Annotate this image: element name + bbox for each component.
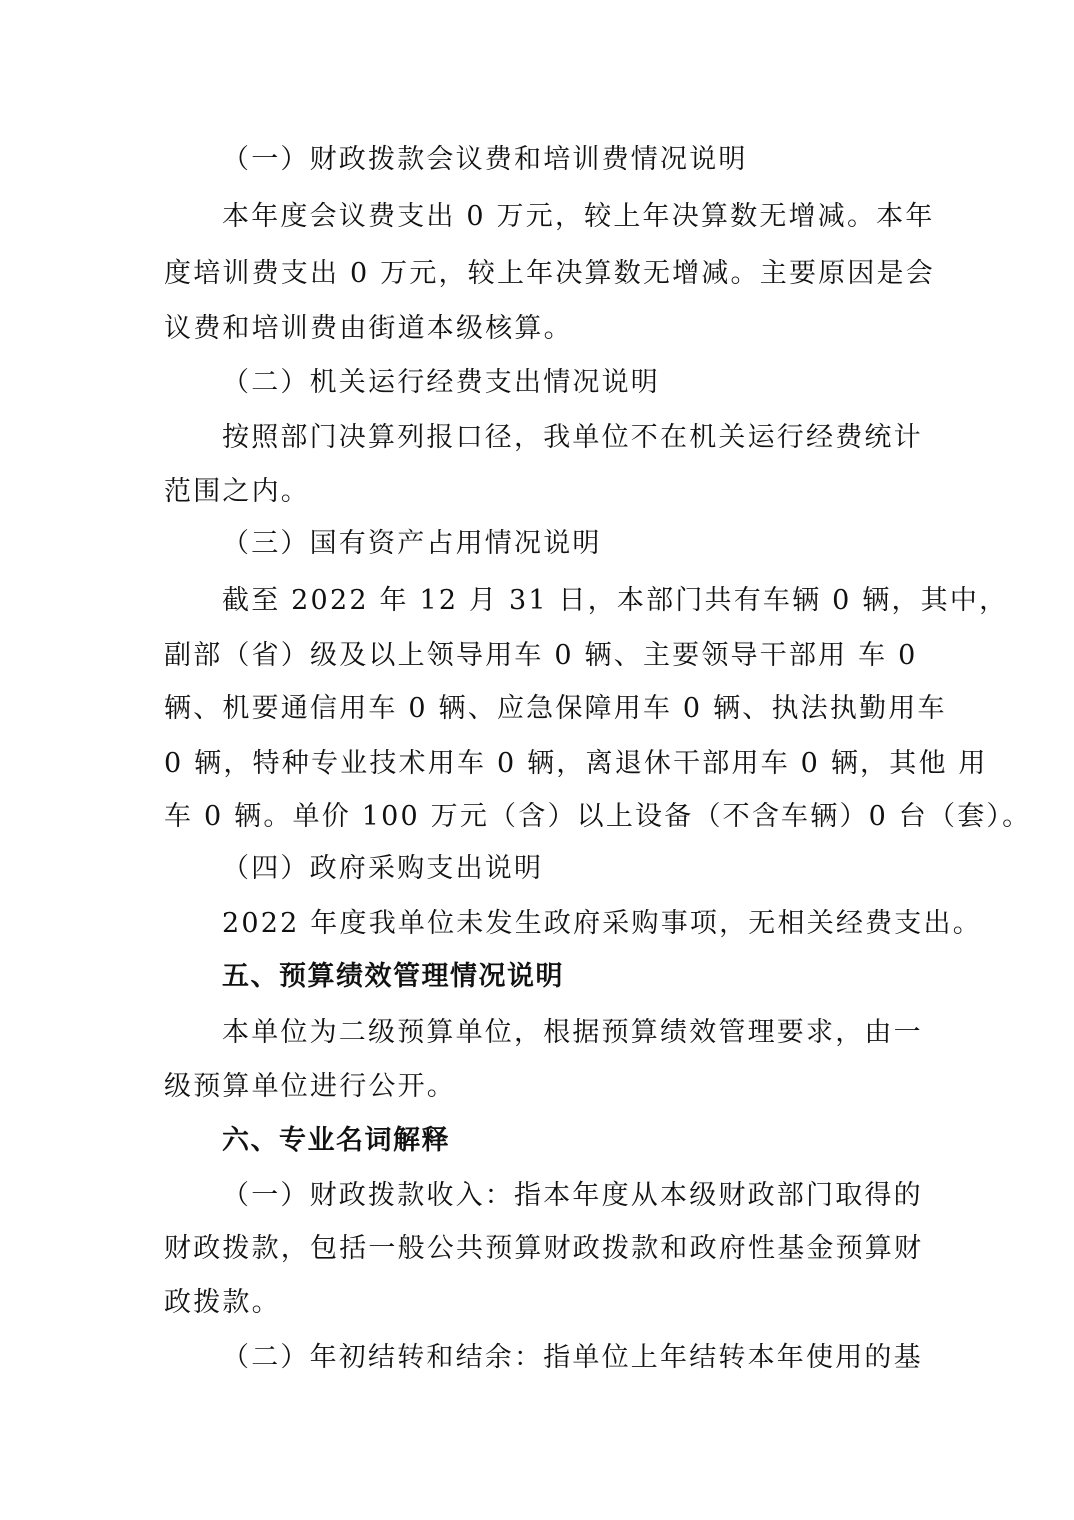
paragraph-line: 本单位为二级预算单位，根据预算绩效管理要求，由一 xyxy=(222,1017,923,1048)
paragraph-line: 副部（省）级及以上领导用车 0 辆、主要领导干部用 车 0 xyxy=(164,640,918,671)
section-heading-performance-management: 五、预算绩效管理情况说明 xyxy=(222,961,564,992)
paragraph-line: 政拨款。 xyxy=(164,1287,281,1318)
subheading-operating-expenses: （二）机关运行经费支出情况说明 xyxy=(222,367,660,398)
paragraph-line: 级预算单位进行公开。 xyxy=(164,1071,456,1102)
paragraph-line: 按照部门决算列报口径，我单位不在机关运行经费统计 xyxy=(222,422,923,453)
paragraph-line: 2022 年度我单位未发生政府采购事项，无相关经费支出。 xyxy=(222,908,982,939)
paragraph-line: （一）财政拨款收入：指本年度从本级财政部门取得的 xyxy=(222,1180,923,1211)
paragraph-line: 截至 2022 年 12 月 31 日，本部门共有车辆 0 辆，其中， xyxy=(222,585,1009,616)
paragraph-line: 辆、机要通信用车 0 辆、应急保障用车 0 辆、执法执勤用车 xyxy=(164,693,947,724)
paragraph-line: 范围之内。 xyxy=(164,476,310,507)
paragraph-line: 本年度会议费支出 0 万元，较上年决算数无增减。本年 xyxy=(222,201,935,232)
paragraph-line: 0 辆，特种专业技术用车 0 辆，离退休干部用车 0 辆，其他 用 xyxy=(164,748,988,779)
paragraph-line: （二）年初结转和结余：指单位上年结转本年使用的基 xyxy=(222,1342,923,1373)
section-heading-glossary: 六、专业名词解释 xyxy=(222,1125,450,1156)
paragraph-line: 财政拨款，包括一般公共预算财政拨款和政府性基金预算财 xyxy=(164,1233,924,1264)
paragraph-line: 车 0 辆。单价 100 万元（含）以上设备（不含车辆）0 台（套）。 xyxy=(164,801,1032,832)
subheading-meeting-training-fees: （一）财政拨款会议费和培训费情况说明 xyxy=(222,144,748,175)
paragraph-line: 度培训费支出 0 万元，较上年决算数无增减。主要原因是会 xyxy=(164,258,935,289)
subheading-state-assets: （三）国有资产占用情况说明 xyxy=(222,528,602,559)
paragraph-line: 议费和培训费由街道本级核算。 xyxy=(164,313,573,344)
subheading-government-procurement: （四）政府采购支出说明 xyxy=(222,853,544,884)
